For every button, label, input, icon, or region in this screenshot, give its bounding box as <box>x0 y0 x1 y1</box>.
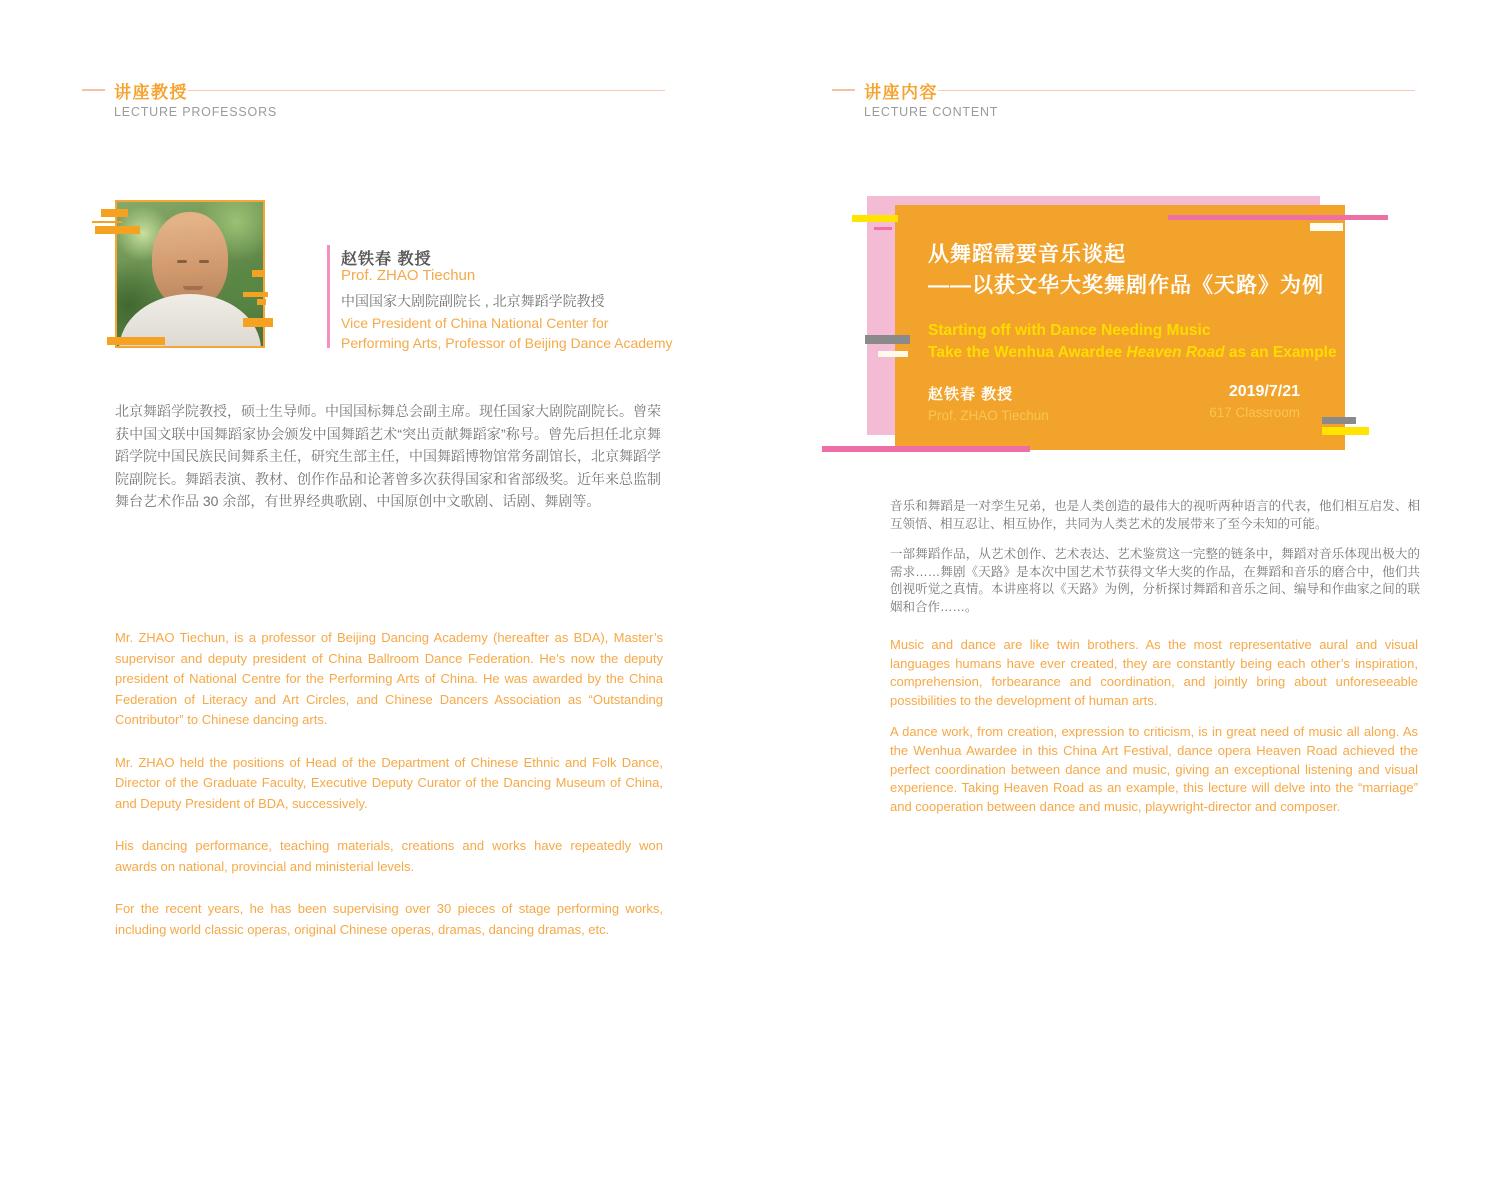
portrait-eye <box>177 260 187 263</box>
bio-paragraph-zh: 北京舞蹈学院教授，硕士生导师。中国国标舞总会副主席。现任国家大剧院副院长。曾荣获中国文联中国舞蹈家协会颁发中国舞蹈艺术“突出贡献舞蹈家”称号。曾先后担任北京舞蹈学院中国民族民间舞系主任，研究生部主任，中国舞蹈博物馆常务副馆长，北京舞蹈学院副院长。舞蹈表演、教材、创作作品和论著曾多次获得国家和省部级奖。近年来总监制舞台艺术作品 30 余部，有世界经典歌剧、中国原创中文歌剧、话剧、舞剧等。 <box>115 403 661 509</box>
header-dash <box>82 89 105 91</box>
deco-bar <box>243 318 273 327</box>
lecture-card <box>895 205 1345 450</box>
portrait-eye <box>199 260 209 263</box>
desc-zh-block <box>890 498 1420 629</box>
lecture-title-zh-line2: ——以获文华大奖舞剧作品《天路》为例 <box>928 274 1324 297</box>
card-speaker-block <box>928 383 1049 423</box>
deco-bar <box>92 221 122 223</box>
bio-paragraph-en: Mr. ZHAO Tiechun, is a professor of Beijing Dancing Academy (hereafter as BDA), Master’s supervisor and deputy president of China Ballroom Dance Federation. He’s now the deputy president of National Centre for the Performing Arts of China. He was awarded by the China Federation of Literacy and Art Circles, and Chinese Dancers Association as “Outstanding Contributor” to Chinese dancing arts. <box>115 630 663 727</box>
portrait-mouth <box>183 286 203 290</box>
deco-pink-line <box>327 245 330 348</box>
professor-title-zh: 中国国家大剧院副院长 , 北京舞蹈学院教授 <box>341 293 605 309</box>
desc-en-block <box>890 636 1418 829</box>
lecture-title-en-work-name: Heaven Road <box>1126 344 1225 361</box>
bio-paragraph-en: His dancing performance, teaching materials, creations and works have repeatedly won awards on national, provincial and ministerial levels. <box>115 838 663 874</box>
deco-yellow-bar <box>852 215 898 222</box>
header-rule <box>938 90 1415 91</box>
deco-pink-line <box>1168 215 1388 220</box>
deco-bar <box>101 209 128 217</box>
lecture-title-en-line2 <box>928 344 1337 362</box>
header-dash <box>832 89 855 91</box>
lecture-title-en-prefix: Take the Wenhua Awardee <box>928 344 1127 361</box>
deco-bar <box>243 292 268 297</box>
card-schedule-block <box>1209 383 1300 420</box>
card-venue: 617 Classroom <box>1209 405 1300 420</box>
desc-paragraph-zh: 音乐和舞蹈是一对孪生兄弟，也是人类创造的最伟大的视听两种语言的代表，他们相互启发、相互领悟、相互忍让、相互协作，共同为人类艺术的发展带来了至今未知的可能。 <box>890 499 1420 531</box>
professor-title-en-line2: Performing Arts, Professor of Beijing Dance Academy <box>341 335 673 351</box>
deco-gray-bar <box>1322 417 1356 424</box>
section-title-en: LECTURE PROFESSORS <box>114 105 278 119</box>
professor-name-en: Prof. ZHAO Tiechun <box>341 267 476 284</box>
deco-cream-bar <box>878 351 908 357</box>
card-date: 2019/7/21 <box>1228 383 1300 400</box>
desc-paragraph-en: A dance work, from creation, expression to criticism, is in great need of music all along. As the Wenhua Awardee in this China Art Festival, dance opera Heaven Road achieved the perfect coordination between dance and music, giving an exceptional listening and visual experience. Taking Heaven Road as an example, this lecture will delve into the “marriage” and cooperation between dance and music, playwright-director and composer. <box>890 724 1418 814</box>
bio-paragraph-en: For the recent years, he has been supervising over 30 pieces of stage performing works, including world classic operas, original Chinese operas, dramas, dancing dramas, etc. <box>115 901 663 937</box>
lecture-title-en-suffix: as an Example <box>1224 344 1337 361</box>
card-speaker-en: Prof. ZHAO Tiechun <box>928 408 1049 423</box>
deco-bar <box>95 226 140 234</box>
deco-yellow-bar <box>1322 427 1369 435</box>
section-title-zh: 讲座教授 <box>114 83 188 102</box>
lecture-title-en-line1: Starting off with Dance Needing Music <box>928 322 1211 339</box>
section-title-zh: 讲座内容 <box>864 83 938 102</box>
deco-pink-dash <box>874 227 892 230</box>
desc-paragraph-zh: 一部舞蹈作品，从艺术创作、艺术表达、艺术鉴赏这一完整的链条中，舞蹈对音乐体现出极大的需求……舞剧《天路》是本次中国艺术节获得文华大奖的作品，在舞蹈和音乐的磨合中，他们共创视听觉之真情。本讲座将以《天路》为例，分析探讨舞蹈和音乐之间、编导和作曲家之间的联姻和合作……。 <box>890 547 1420 614</box>
professor-name-zh: 赵铁春 教授 <box>341 251 432 268</box>
deco-bar <box>107 337 165 345</box>
professor-title-en-line1: Vice President of China National Center for <box>341 315 609 331</box>
bio-en-block <box>115 628 663 962</box>
desc-paragraph-en: Music and dance are like twin brothers. As the most representative aural and visual languages humans have ever created, they are constantly being each other’s inspiration, comprehension, forbearance and coordination, and jointly bring about unforeseeable possibilities to the development of human arts. <box>890 637 1418 708</box>
deco-bar <box>252 270 265 277</box>
deco-pink-bottom-bar <box>822 446 1030 452</box>
header-rule <box>188 90 665 91</box>
professor-title-en <box>341 313 672 353</box>
section-title-en: LECTURE CONTENT <box>864 105 999 119</box>
deco-white-bar <box>1310 223 1343 231</box>
card-speaker-zh: 赵铁春 教授 <box>928 386 1014 403</box>
deco-bar <box>257 299 266 305</box>
lecture-title-zh-line1: 从舞蹈需要音乐谈起 <box>928 243 1126 266</box>
bio-paragraph-en: Mr. ZHAO held the positions of Head of the Department of Chinese Ethnic and Folk Dance, Director of the Graduate Faculty, Executive Deputy Curator of the Dancing Museum of China, and Deputy President of BDA, successively. <box>115 754 663 811</box>
deco-gray-bar <box>865 335 910 344</box>
